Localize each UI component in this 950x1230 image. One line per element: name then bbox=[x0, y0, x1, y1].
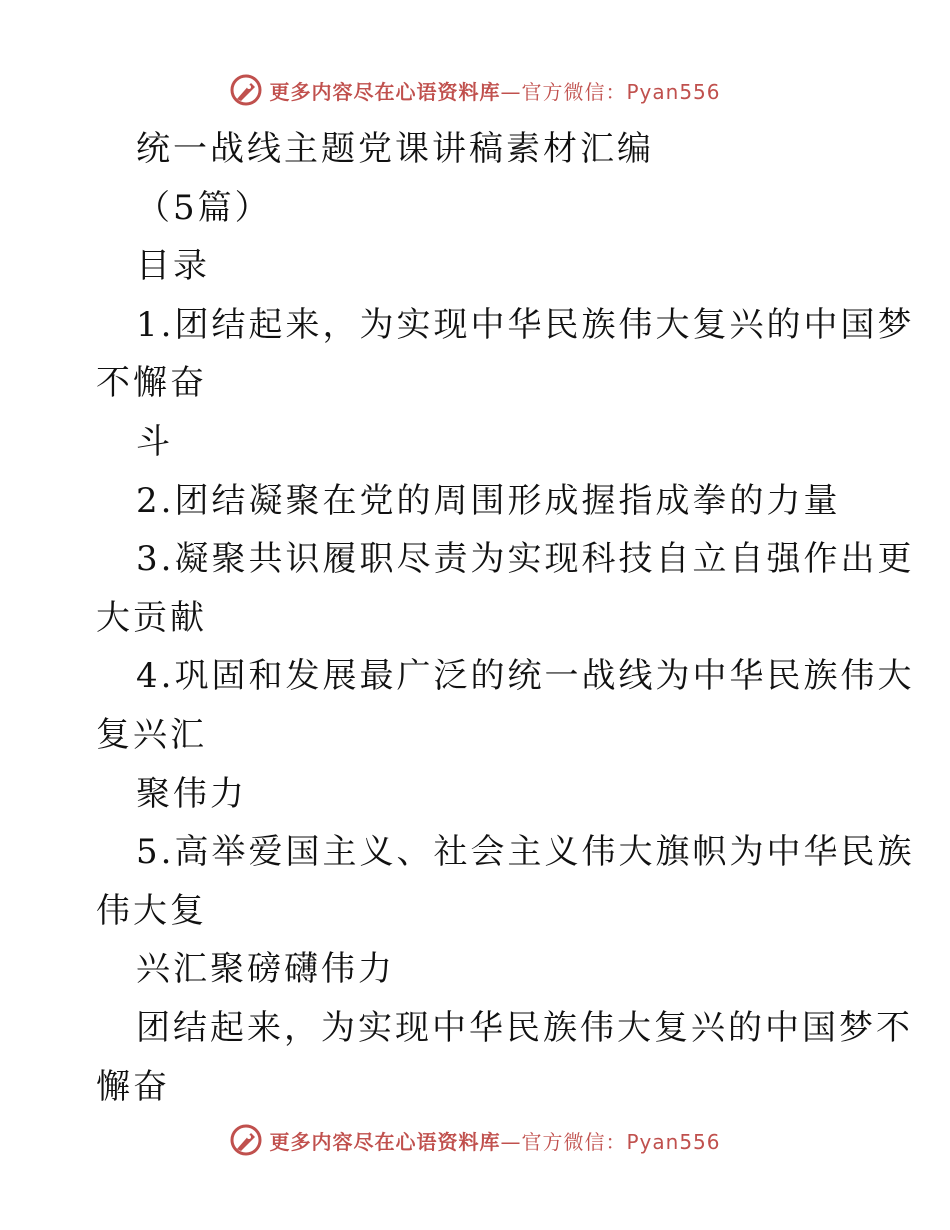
text-line: 兴汇聚磅礴伟力 bbox=[136, 949, 395, 990]
text-line: 懈奋 bbox=[96, 1066, 170, 1107]
text-line: 复兴汇 bbox=[96, 714, 207, 755]
pen-nib-logo-icon bbox=[229, 73, 263, 107]
text-line: 5.高举爱国主义、社会主义伟大旗帜为中华民族 bbox=[136, 832, 915, 873]
watermark-wechat-id: Pyan556 bbox=[626, 79, 721, 104]
watermark-main-text: 更多内容尽在心语资料库 bbox=[269, 79, 501, 104]
text-line: 斗 bbox=[136, 421, 173, 462]
text-line: 2.团结凝聚在党的周围形成握指成拳的力量 bbox=[136, 480, 841, 521]
watermark-text bbox=[269, 76, 720, 105]
watermark-main-text: 更多内容尽在心语资料库 bbox=[269, 1129, 501, 1154]
text-line: 1.团结起来，为实现中华民族伟大复兴的中国梦 bbox=[136, 304, 915, 345]
text-line: 伟大复 bbox=[96, 890, 207, 931]
text-line: 聚伟力 bbox=[136, 773, 247, 814]
text-line: 不懈奋 bbox=[96, 363, 207, 404]
header-watermark-banner bbox=[0, 70, 950, 110]
text-line: 3.凝聚共识履职尽责为实现科技自立自强作出更 bbox=[136, 539, 915, 580]
footer-watermark-banner bbox=[0, 1120, 950, 1160]
watermark-separator: — bbox=[500, 1129, 522, 1154]
watermark-wechat-id: Pyan556 bbox=[626, 1129, 721, 1154]
watermark-wechat-label: 官方微信： bbox=[521, 79, 627, 104]
pen-nib-logo-icon bbox=[229, 1123, 263, 1157]
document-body bbox=[96, 120, 915, 1116]
text-line: 目录 bbox=[136, 246, 210, 287]
watermark-wechat-label: 官方微信： bbox=[521, 1129, 627, 1154]
watermark-text bbox=[269, 1126, 720, 1155]
text-line: 团结起来，为实现中华民族伟大复兴的中国梦不 bbox=[136, 1007, 913, 1048]
text-line: 统一战线主题党课讲稿素材汇编 bbox=[136, 129, 654, 169]
text-line: 大贡献 bbox=[96, 597, 207, 638]
watermark-separator: — bbox=[500, 79, 522, 104]
text-line: 4.巩固和发展最广泛的统一战线为中华民族伟大 bbox=[136, 656, 915, 697]
text-line: （5篇） bbox=[136, 187, 272, 228]
